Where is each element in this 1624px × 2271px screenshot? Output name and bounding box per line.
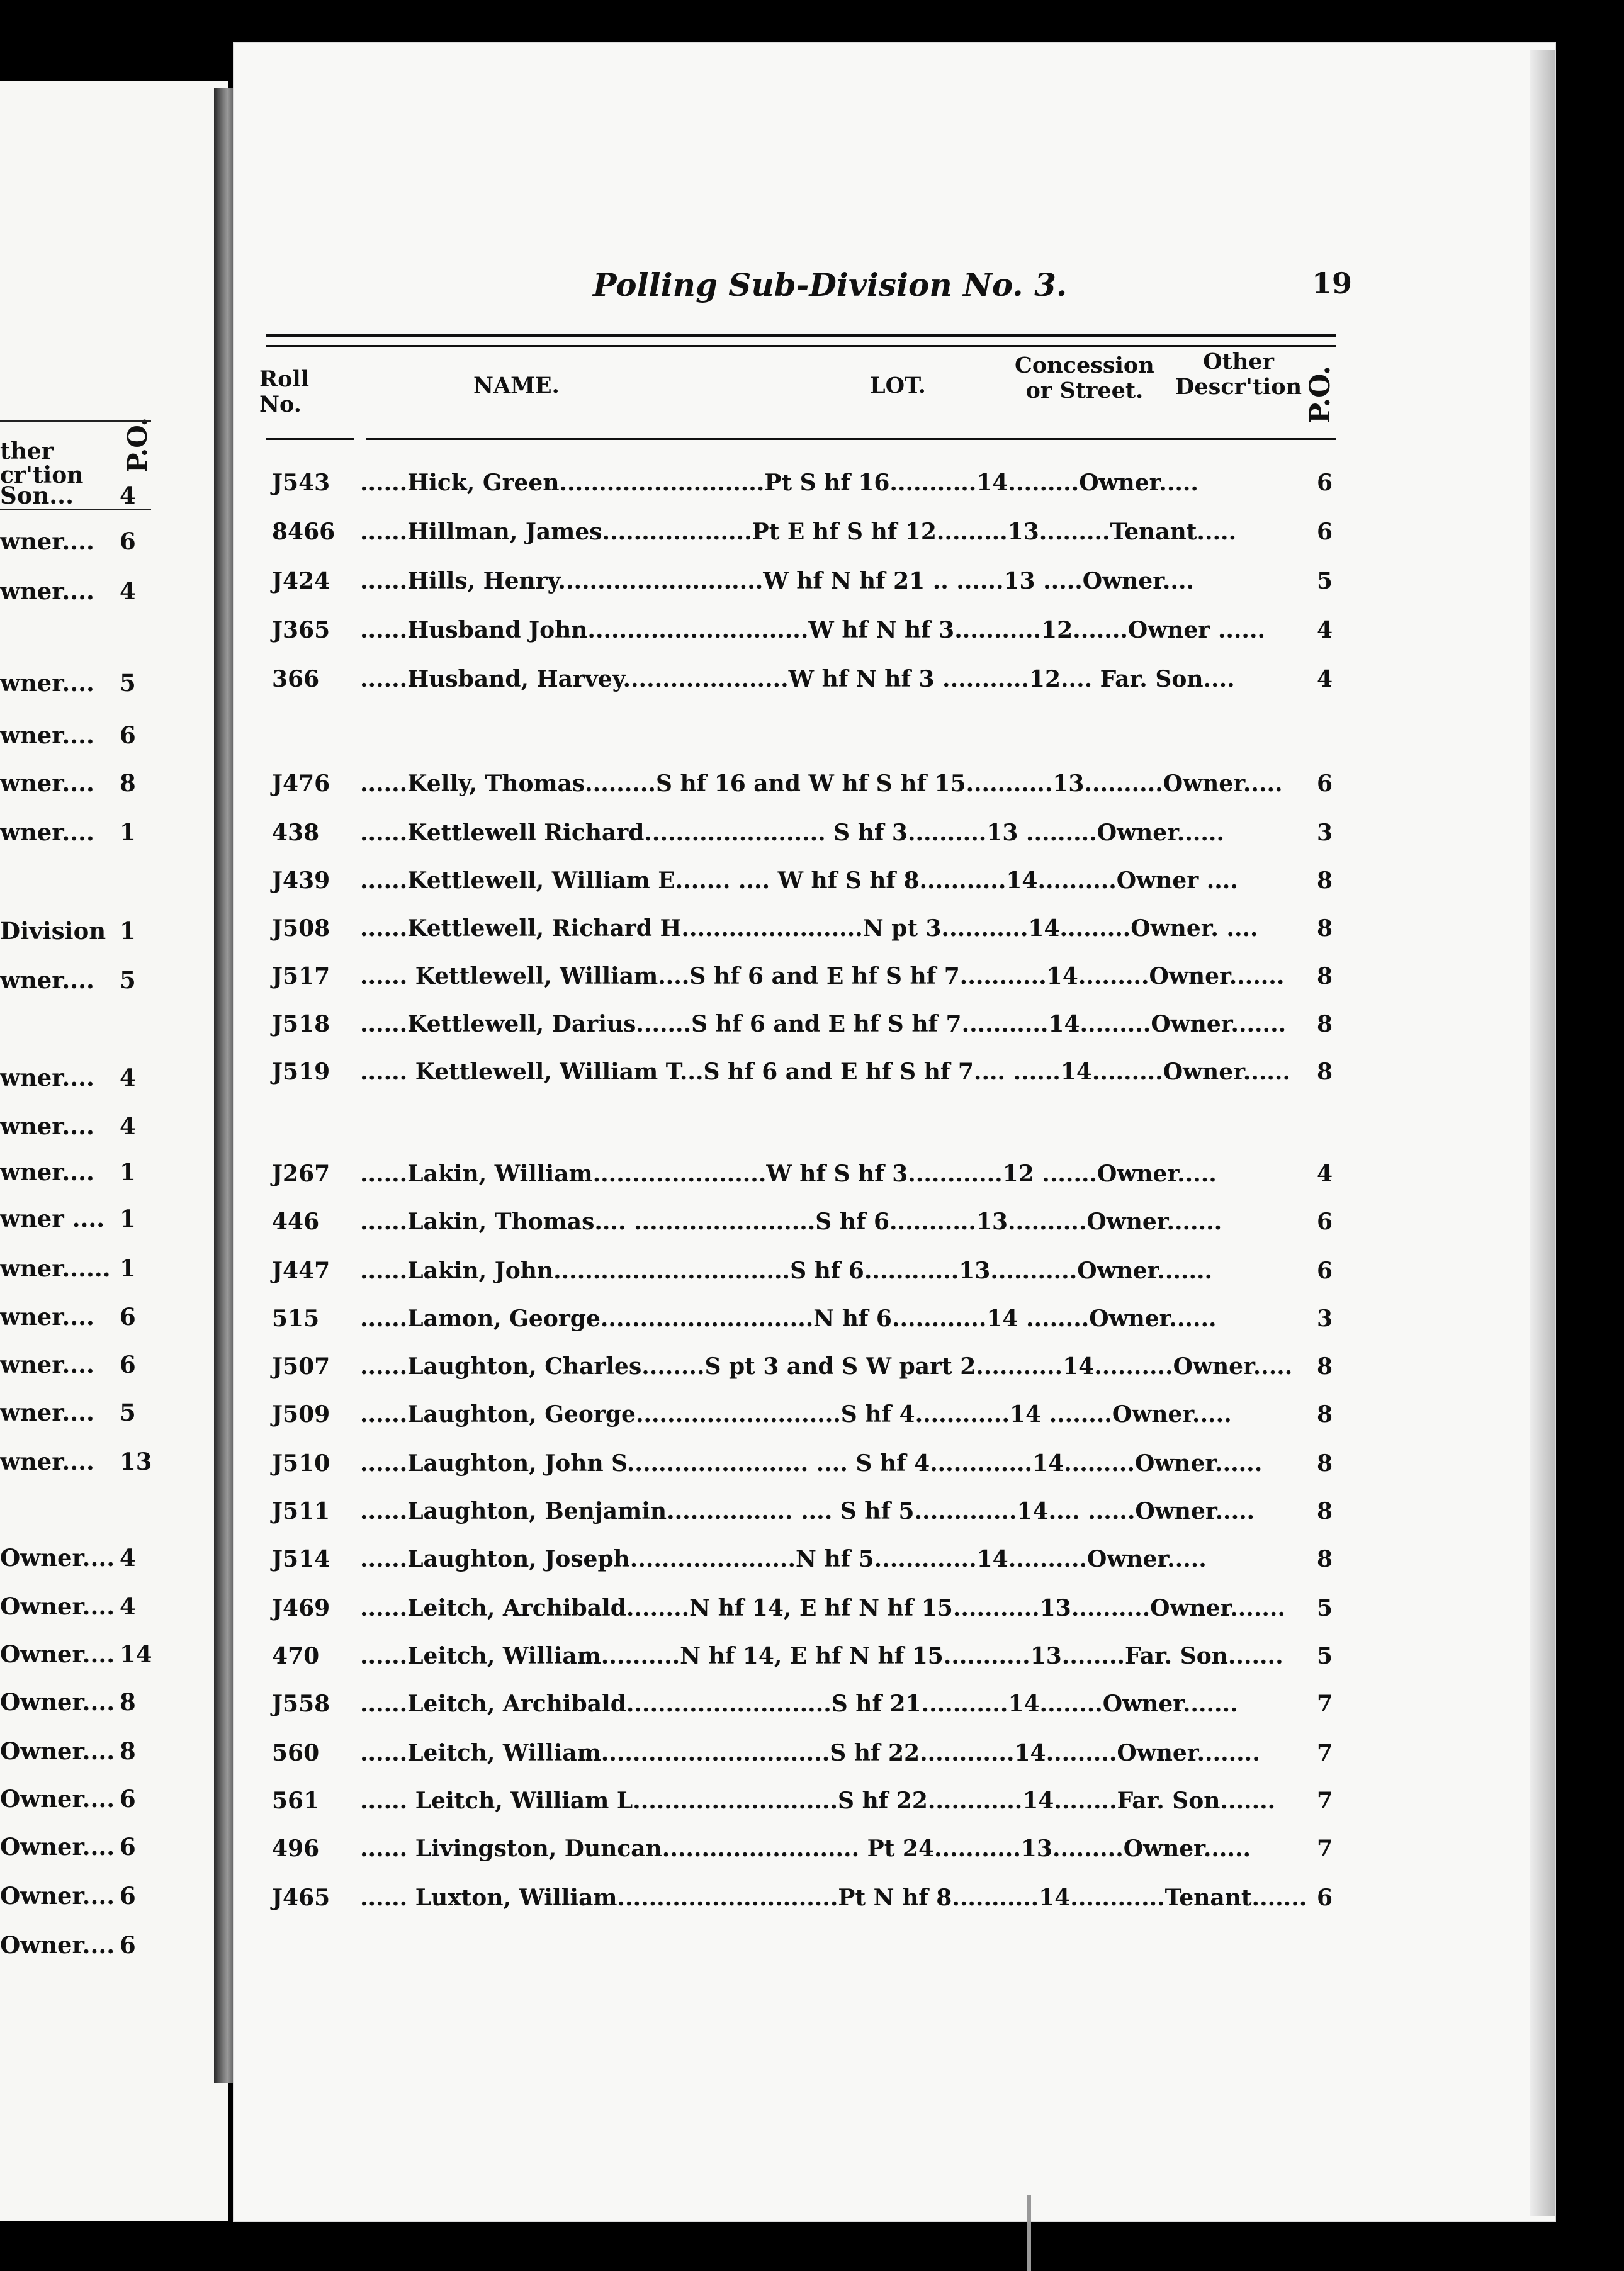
header-rule	[266, 334, 1336, 337]
roll-header-line-1: Roll	[259, 366, 310, 392]
entry-text: ......Leitch, William..........N hf 14, E hf N hf 15...........13........Far. Son.......	[360, 1643, 1283, 1669]
post-office-number: 4	[1317, 1161, 1333, 1187]
post-office-number: 5	[120, 669, 136, 697]
post-office-number: 3	[1317, 1305, 1333, 1332]
description-fragment: Owner....	[0, 1592, 115, 1620]
post-office-number: 7	[1317, 1788, 1333, 1814]
post-office-number: 6	[120, 1882, 136, 1910]
table-row	[272, 1255, 1342, 1287]
roll-number: 496	[272, 1835, 320, 1862]
lot-header: LOT.	[870, 373, 926, 398]
post-office-number: 1	[120, 1254, 136, 1282]
table-row	[272, 1158, 1342, 1190]
description-fragment: wner......	[0, 1254, 111, 1282]
post-office-number: 6	[1317, 1258, 1333, 1284]
table-row	[272, 1399, 1342, 1430]
roll-number: J447	[272, 1258, 330, 1284]
entry-text: ......Leitch, Archibald........N hf 14, E hf N hf 15...........13..........Owner.......	[360, 1595, 1285, 1621]
description-fragment: wner....	[0, 966, 94, 994]
entry-text: ...... Leitch, William L..........................S hf 22............14........Far. Son.......	[360, 1788, 1276, 1814]
description-fragment: wner....	[0, 1303, 94, 1331]
description-fragment: wner....	[0, 527, 94, 555]
description-fragment: wner....	[0, 669, 94, 697]
description-fragment: Owner....	[0, 1833, 115, 1861]
name-header: NAME.	[473, 373, 560, 398]
entry-text: ......Laughton, Benjamin................ .... S hf 5.............14.... ......Owner.....	[360, 1498, 1255, 1524]
table-row	[272, 1351, 1342, 1382]
post-office-number: 1	[120, 917, 136, 945]
other-header-line-1: Other	[1203, 349, 1274, 375]
entry-text: ......Laughton, George..........................S hf 4............14 ........Owner.....	[360, 1401, 1232, 1428]
description-fragment: Owner....	[0, 1640, 115, 1668]
roll-number: 446	[272, 1209, 320, 1235]
description-fragment: wner....	[0, 818, 94, 846]
table-row	[272, 467, 1342, 499]
roll-number: J465	[272, 1885, 330, 1911]
binding-gutter	[214, 88, 237, 2083]
table-row	[272, 1206, 1342, 1237]
post-office-number: 8	[1317, 915, 1333, 942]
post-office-number: 6	[120, 1351, 136, 1378]
entry-text: ......Lakin, John..............................S hf 6............13...........Owner.......	[360, 1258, 1213, 1284]
table-row	[272, 1640, 1342, 1672]
table-row	[272, 1448, 1342, 1479]
description-fragment: wner....	[0, 1448, 94, 1475]
entry-text: ......Husband John............................W hf N hf 3...........12.......Owner ......	[360, 617, 1266, 643]
other-description-header	[1175, 349, 1302, 400]
entry-text: ......Lakin, William......................W hf S hf 3............12 .......Owner.....	[360, 1161, 1217, 1187]
post-office-number: 6	[1317, 770, 1333, 797]
table-row	[272, 1303, 1342, 1334]
entry-text: ......Leitch, Archibald..........................S hf 21...........14........Owner.......	[360, 1691, 1238, 1717]
table-row	[272, 516, 1342, 548]
post-office-number: 4	[120, 1544, 136, 1572]
table-row	[272, 865, 1342, 896]
page-fold-mark	[1027, 2195, 1031, 2271]
post-office-number: 7	[1317, 1691, 1333, 1717]
post-office-number: 6	[120, 1785, 136, 1813]
description-fragment: wner....	[0, 1064, 94, 1091]
roll-number: J510	[272, 1450, 330, 1477]
roll-number: J558	[272, 1691, 330, 1717]
description-fragment: Owner....	[0, 1688, 115, 1716]
description-fragment: Division	[0, 917, 106, 945]
post-office-number: 6	[120, 721, 136, 749]
entry-text: ......Hick, Green..........................Pt S hf 16...........14.........Owner.....	[360, 470, 1198, 496]
previous-page-rule	[0, 420, 151, 422]
roll-number: 560	[272, 1740, 320, 1766]
post-office-number: 3	[1317, 820, 1333, 846]
roll-number: J514	[272, 1546, 330, 1572]
post-office-number: 6	[120, 1931, 136, 1959]
entry-text: ...... Kettlewell, William T...S hf 6 and E hf S hf 7.... ......14.........Owner......	[360, 1059, 1290, 1085]
post-office-number: 7	[1317, 1740, 1333, 1766]
post-office-number: 8	[1317, 963, 1333, 989]
page-number: 19	[1312, 266, 1353, 300]
entry-text: ...... Kettlewell, William....S hf 6 and E hf S hf 7...........14.........Owner.......	[360, 963, 1285, 989]
roll-number: J469	[272, 1595, 330, 1621]
entry-text: ......Lamon, George...........................N hf 6............14 ........Owner......	[360, 1305, 1217, 1332]
concession-header	[1015, 353, 1154, 403]
post-office-number: 4	[120, 577, 136, 605]
header-rule	[266, 345, 1336, 347]
table-row	[272, 913, 1342, 944]
post-office-number: 5	[1317, 568, 1333, 594]
previous-page	[0, 81, 228, 2221]
description-fragment: wner....	[0, 1158, 94, 1186]
post-office-number: 14	[120, 1640, 152, 1668]
entry-text: ......Kettlewell, William E....... .... W hf S hf 8...........14..........Owner ....	[360, 867, 1238, 894]
page	[234, 43, 1555, 2221]
description-fragment: wner ....	[0, 1205, 105, 1232]
table-row	[272, 1592, 1342, 1624]
concession-header-line-2: or Street.	[1025, 378, 1144, 403]
table-row	[272, 1882, 1342, 1913]
roll-number: 470	[272, 1643, 320, 1669]
roll-number: J424	[272, 568, 330, 594]
post-office-number: 8	[1317, 1011, 1333, 1037]
previous-header-line-1: ther	[0, 438, 54, 465]
entry-text: ......Laughton, Charles........S pt 3 and S W part 2...........14..........Owner.....	[360, 1353, 1293, 1380]
table-row	[272, 1737, 1342, 1769]
roll-number: J511	[272, 1498, 330, 1524]
description-fragment: Owner....	[0, 1785, 115, 1813]
post-office-number: 4	[1317, 617, 1333, 643]
entry-text: ......Kettlewell, Richard H.......................N pt 3...........14.........Owner. ....	[360, 915, 1258, 942]
previous-page-header	[0, 417, 189, 488]
description-fragment: Owner....	[0, 1931, 115, 1959]
roll-number: J517	[272, 963, 330, 989]
table-row	[272, 565, 1342, 597]
post-office-number: 6	[1317, 519, 1333, 545]
roll-number: 366	[272, 666, 320, 692]
post-office-number: 6	[1317, 1209, 1333, 1235]
table-row	[272, 1056, 1342, 1088]
roll-number: 438	[272, 820, 320, 846]
entry-text: ......Kettlewell, Darius.......S hf 6 and E hf S hf 7...........14.........Owner.......	[360, 1011, 1287, 1037]
roll-number: J365	[272, 617, 330, 643]
roll-number: J507	[272, 1353, 330, 1380]
previous-header-line-2: cr'tion	[0, 462, 84, 488]
post-office-number: 8	[1317, 1401, 1333, 1428]
post-office-number: 4	[1317, 666, 1333, 692]
roll-number: J267	[272, 1161, 330, 1187]
table-row	[272, 1688, 1342, 1720]
page-edge	[1530, 50, 1555, 2216]
post-office-number: 7	[1317, 1835, 1333, 1862]
post-office-number: 13	[120, 1448, 152, 1475]
roll-number: J519	[272, 1059, 330, 1085]
post-office-number: 4	[120, 1064, 136, 1091]
post-office-number: 6	[120, 1303, 136, 1331]
description-fragment: wner....	[0, 1351, 94, 1378]
post-office-number: 6	[120, 527, 136, 555]
po-header: P.O.	[1304, 365, 1336, 424]
table-row	[272, 961, 1342, 992]
post-office-number: 1	[120, 1158, 136, 1186]
description-fragment: Son...	[0, 482, 74, 509]
description-fragment: wner....	[0, 577, 94, 605]
entry-text: ......Laughton, Joseph.....................N hf 5.............14..........Owner.....	[360, 1546, 1207, 1572]
table-row	[272, 1785, 1342, 1817]
roll-number: J439	[272, 867, 330, 894]
post-office-number: 8	[1317, 867, 1333, 894]
post-office-number: 8	[1317, 1498, 1333, 1524]
entry-text: ......Husband, Harvey.....................W hf N hf 3 ...........12.... Far. Son....	[360, 666, 1235, 692]
column-head-rule	[266, 438, 354, 440]
entry-text: ...... Livingston, Duncan......................... Pt 24...........13.........Owner......	[360, 1835, 1251, 1862]
roll-number: J476	[272, 770, 330, 797]
post-office-number: 8	[120, 1737, 136, 1765]
description-fragment: Owner....	[0, 1544, 115, 1572]
roll-number: 561	[272, 1788, 320, 1814]
entry-text: ......Laughton, John S....................... .... S hf 4.............14.........Owner......	[360, 1450, 1263, 1477]
column-head-rule	[366, 438, 1336, 440]
description-fragment: wner....	[0, 721, 94, 749]
post-office-number: 4	[120, 1592, 136, 1620]
post-office-number: 4	[120, 1112, 136, 1140]
post-office-number: 8	[1317, 1353, 1333, 1380]
post-office-number: 5	[120, 1399, 136, 1426]
roll-header-line-2: No.	[259, 392, 302, 417]
post-office-number: 8	[1317, 1059, 1333, 1085]
post-office-number: 8	[120, 769, 136, 797]
entry-text: ......Kelly, Thomas.........S hf 16 and W hf S hf 15...........13..........Owner.....	[360, 770, 1283, 797]
post-office-number: 8	[1317, 1546, 1333, 1572]
description-fragment: wner....	[0, 769, 94, 797]
post-office-number: 6	[1317, 470, 1333, 496]
roll-number: J518	[272, 1011, 330, 1037]
entry-text: ......Lakin, Thomas.... .......................S hf 6...........13..........Owner.......	[360, 1209, 1222, 1235]
table-row	[272, 1833, 1342, 1864]
post-office-number: 5	[1317, 1643, 1333, 1669]
post-office-number: 5	[120, 966, 136, 994]
table-row	[272, 663, 1342, 695]
table-row	[272, 1496, 1342, 1527]
entry-text: ......Kettlewell Richard....................... S hf 3..........13 .........Owner......	[360, 820, 1224, 846]
table-row	[272, 768, 1342, 799]
entry-text: ......Hillman, James...................Pt E hf S hf 12.........13.........Tenant.....	[360, 519, 1237, 545]
previous-po-header: P.O.	[122, 417, 153, 473]
roll-no-header	[259, 367, 309, 417]
roll-number: J508	[272, 915, 330, 942]
post-office-number: 8	[120, 1688, 136, 1716]
concession-header-line-1: Concession	[1015, 352, 1154, 378]
post-office-number: 4	[120, 482, 136, 509]
table-row	[272, 1008, 1342, 1040]
description-fragment: wner....	[0, 1399, 94, 1426]
table-row	[272, 614, 1342, 646]
table-row	[272, 817, 1342, 848]
roll-number: J543	[272, 470, 330, 496]
running-head: Polling Sub-Division No. 3.	[593, 266, 1068, 303]
roll-number: 8466	[272, 519, 336, 545]
roll-number: 515	[272, 1305, 320, 1332]
post-office-number: 1	[120, 1205, 136, 1232]
post-office-number: 6	[120, 1833, 136, 1861]
table-row	[272, 1543, 1342, 1575]
entry-text: ......Leitch, William.............................S hf 22............14.........Owner........	[360, 1740, 1260, 1766]
description-fragment: Owner....	[0, 1882, 115, 1910]
description-fragment: wner....	[0, 1112, 94, 1140]
entry-text: ...... Luxton, William............................Pt N hf 8...........14............Tenant.......	[360, 1885, 1307, 1911]
post-office-number: 6	[1317, 1885, 1333, 1911]
other-header-line-2: Descr'tion	[1175, 374, 1302, 400]
roll-number: J509	[272, 1401, 330, 1428]
post-office-number: 8	[1317, 1450, 1333, 1477]
description-fragment: Owner....	[0, 1737, 115, 1765]
post-office-number: 1	[120, 818, 136, 846]
entry-text: ......Hills, Henry..........................W hf N hf 21 .. ......13 .....Owner....	[360, 568, 1195, 594]
post-office-number: 5	[1317, 1595, 1333, 1621]
